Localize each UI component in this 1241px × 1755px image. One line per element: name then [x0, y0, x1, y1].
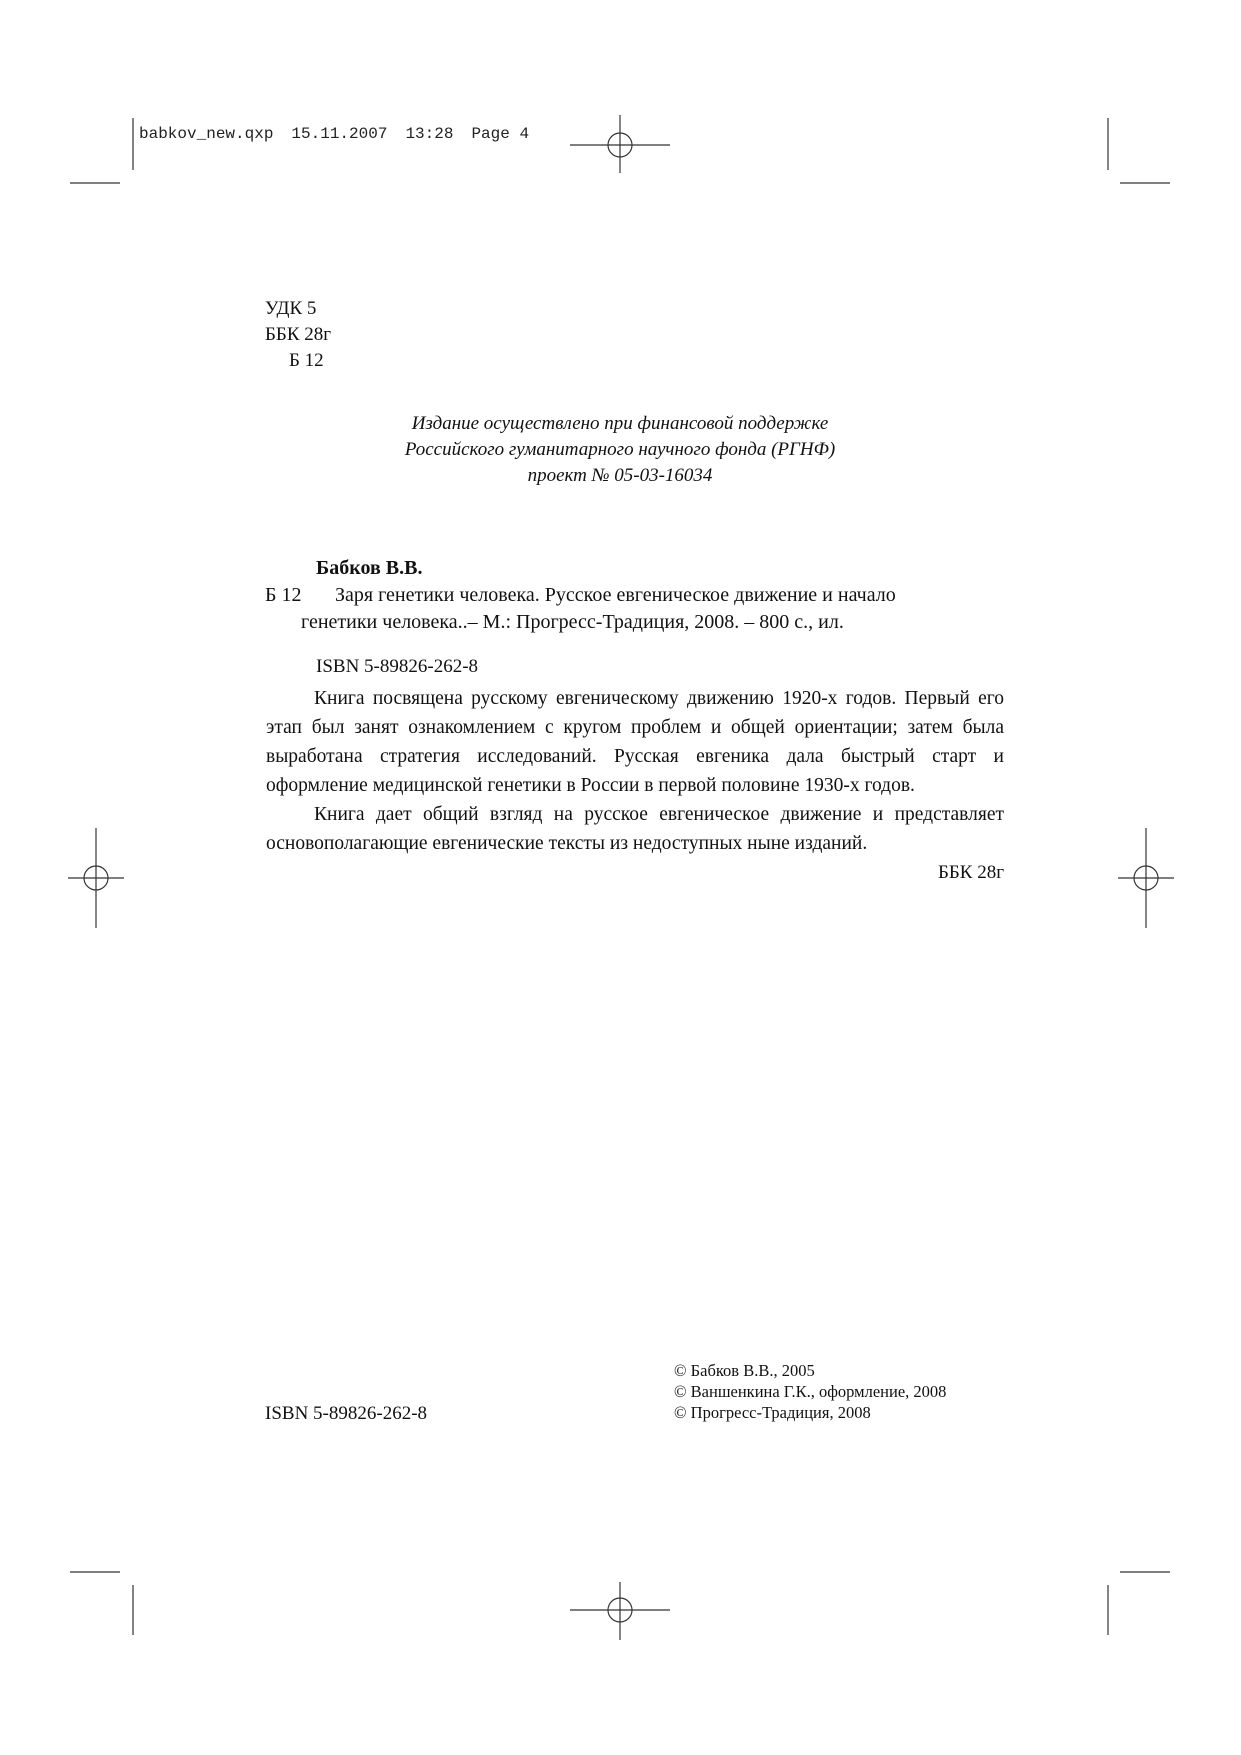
copyright-line-3: © Прогресс-Традиция, 2008 [674, 1403, 871, 1422]
udk-code: УДК 5 [265, 298, 317, 319]
funding-line-3: проект № 05-03-16034 [527, 465, 713, 486]
funding-line-1: Издание осуществлено при финансовой поддержке [411, 413, 829, 434]
abstract-paragraph-2: Книга дает общий взгляд на русское евгеническое движение и представляет основополагающие евгенические тексты из недоступных ныне изданий. [266, 804, 1004, 854]
entry-author: Бабков В.В. [316, 557, 423, 579]
entry-title-line-1: Заря генетики человека. Русское евгеническое движение и начало [335, 584, 896, 606]
file-slug [139, 125, 547, 143]
entry-isbn: ISBN 5-89826-262-8 [316, 656, 479, 677]
slug-filename: babkov_new.qxp [139, 125, 274, 143]
footer-isbn: ISBN 5-89826-262-8 [265, 1403, 428, 1424]
registration-mark-left [68, 828, 124, 928]
registration-mark-top [570, 115, 670, 173]
abstract-paragraph-1: Книга посвящена русскому евгеническому движению 1920-х годов. Первый его этап был занят ознакомлением с кругом проблем и общей ориентации; затем была выработана стратегия исследований. Русская евгеника дала быстрый старт и оформление медицинской генетики в России в первой половине 1930-х годов. [266, 688, 1004, 796]
registration-mark-bottom [570, 1582, 670, 1640]
copyright-line-1: © Бабков В.В., 2005 [674, 1361, 815, 1380]
entry-title-line-2: генетики человека..– М.: Прогресс-Традиция, 2008. – 800 с., ил. [301, 611, 844, 633]
registration-mark-right [1118, 828, 1174, 928]
author-sign-code: Б 12 [289, 350, 324, 371]
entry-code: Б 12 [265, 584, 302, 606]
funding-line-2: Российского гуманитарного научного фонда (РГНФ) [404, 439, 836, 460]
slug-date: 15.11.2007 [291, 125, 388, 143]
abstract-bbk: ББК 28г [937, 862, 1004, 883]
bbk-code: ББК 28г [265, 324, 332, 345]
slug-page: Page 4 [471, 125, 530, 143]
copyright-line-2: © Ваншенкина Г.К., оформление, 2008 [674, 1382, 947, 1401]
slug-time: 13:28 [405, 125, 454, 143]
